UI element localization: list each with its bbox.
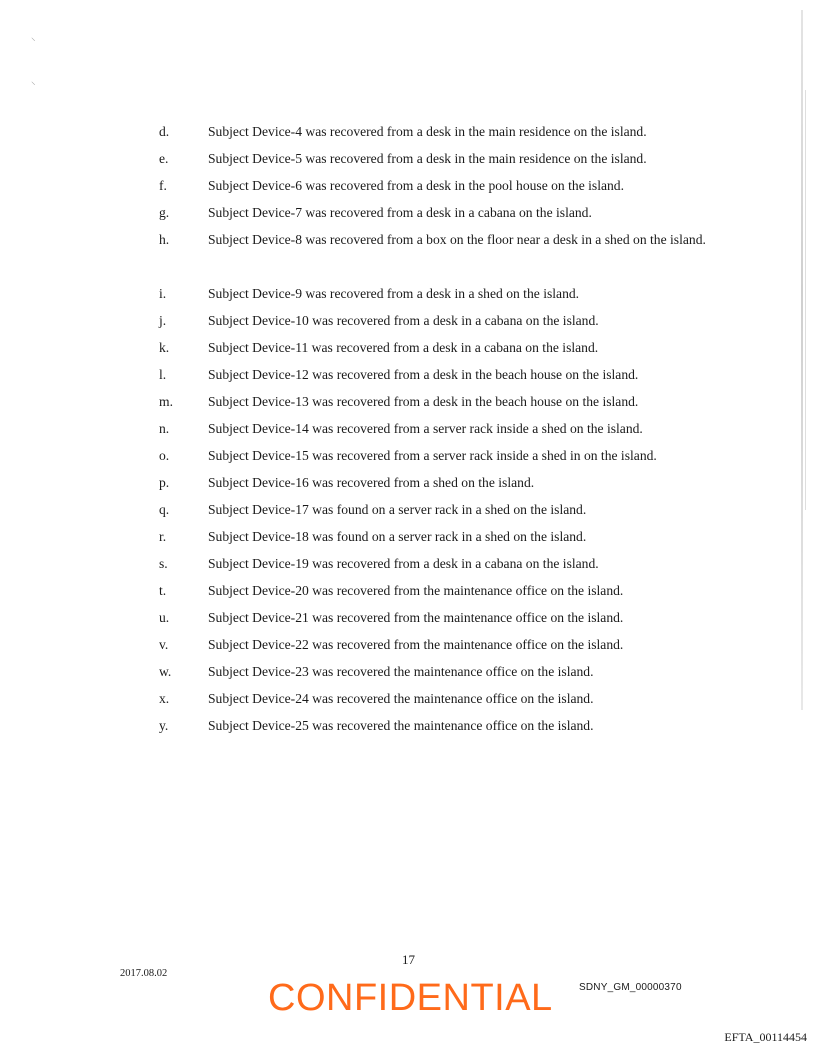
- date-stamp: 2017.08.02: [120, 968, 168, 979]
- subject-device-list: [159, 118, 779, 739]
- list-item-marker: h.: [159, 232, 170, 247]
- list-item: [159, 685, 779, 712]
- list-item-text: Subject Device-21 was recovered from the maintenance office on the island.: [208, 610, 624, 625]
- list-item: [159, 199, 779, 226]
- list-item-text: Subject Device-6 was recovered from a desk in the pool house on the island.: [208, 178, 624, 193]
- list-item-text: Subject Device-5 was recovered from a desk in the main residence on the island.: [208, 151, 647, 166]
- list-item: [159, 226, 779, 280]
- list-item: [159, 496, 779, 523]
- list-item: [159, 550, 779, 577]
- list-item-text: Subject Device-16 was recovered from a shed on the island.: [208, 475, 535, 490]
- list-item: [159, 388, 779, 415]
- list-item: [159, 118, 779, 145]
- list-item-marker: u.: [159, 610, 170, 625]
- list-item: [159, 145, 779, 172]
- list-item-marker: n.: [159, 421, 170, 436]
- list-item-marker: g.: [159, 205, 170, 220]
- list-item: [159, 658, 779, 685]
- list-item-text: Subject Device-14 was recovered from a server rack inside a shed on the island.: [208, 421, 643, 436]
- list-item-marker: q.: [159, 502, 170, 517]
- list-item-text: Subject Device-18 was found on a server rack in a shed on the island.: [208, 529, 587, 544]
- list-item-text: Subject Device-15 was recovered from a server rack inside a shed in on the island.: [208, 448, 657, 463]
- list-item: [159, 307, 779, 334]
- list-item-marker: j.: [159, 313, 167, 328]
- list-item-marker: r.: [159, 529, 167, 544]
- list-item: [159, 280, 779, 307]
- list-item-text: Subject Device-19 was recovered from a desk in a cabana on the island.: [208, 556, 599, 571]
- list-item-text: Subject Device-25 was recovered the maintenance office on the island.: [208, 718, 594, 733]
- list-item-marker: i.: [159, 286, 167, 301]
- list-item-marker: l.: [159, 367, 167, 382]
- list-item-marker: p.: [159, 475, 170, 490]
- list-item-text: Subject Device-24 was recovered the maintenance office on the island.: [208, 691, 594, 706]
- list-item-marker: w.: [159, 664, 172, 679]
- list-item-marker: s.: [159, 556, 168, 571]
- list-item-marker: m.: [159, 394, 173, 409]
- list-item: [159, 415, 779, 442]
- list-item-text: Subject Device-13 was recovered from a desk in the beach house on the island.: [208, 394, 639, 409]
- list-item: [159, 469, 779, 496]
- list-item: [159, 712, 779, 739]
- list-item-text: Subject Device-7 was recovered from a desk in a cabana on the island.: [208, 205, 592, 220]
- confidential-stamp: CONFIDENTIAL: [268, 977, 553, 1019]
- list-item-marker: v.: [159, 637, 169, 652]
- list-item: [159, 361, 779, 388]
- list-item-text: Subject Device-8 was recovered from a box on the floor near a desk in a shed on the island.: [208, 232, 706, 247]
- list-item-marker: d.: [159, 124, 170, 139]
- list-item: [159, 523, 779, 550]
- list-item: [159, 631, 779, 658]
- list-item-marker: t.: [159, 583, 167, 598]
- list-item-text: Subject Device-17 was found on a server rack in a shed on the island.: [208, 502, 587, 517]
- scan-speck: ⸌: [31, 81, 36, 91]
- list-item-text: Subject Device-20 was recovered from the maintenance office on the island.: [208, 583, 624, 598]
- list-item-text: Subject Device-10 was recovered from a desk in a cabana on the island.: [208, 313, 599, 328]
- scan-edge-line-faint: [805, 90, 806, 510]
- list-item-text: Subject Device-23 was recovered the maintenance office on the island.: [208, 664, 594, 679]
- list-item-marker: x.: [159, 691, 170, 706]
- list-item-marker: y.: [159, 718, 169, 733]
- list-item: [159, 442, 779, 469]
- list-item-marker: f.: [159, 178, 167, 193]
- list-item-text: Subject Device-12 was recovered from a desk in the beach house on the island.: [208, 367, 639, 382]
- list-item-marker: k.: [159, 340, 170, 355]
- list-item-text: Subject Device-4 was recovered from a desk in the main residence on the island.: [208, 124, 647, 139]
- scan-speck: ⸌: [31, 37, 36, 47]
- scan-edge-line: [801, 10, 803, 710]
- list-item-marker: o.: [159, 448, 170, 463]
- list-item-text: Subject Device-22 was recovered from the maintenance office on the island.: [208, 637, 624, 652]
- list-item-text: Subject Device-11 was recovered from a desk in a cabana on the island.: [208, 340, 599, 355]
- page-number: 17: [402, 952, 415, 967]
- list-item: [159, 577, 779, 604]
- list-item: [159, 334, 779, 361]
- list-item: [159, 604, 779, 631]
- efta-number: EFTA_00114454: [724, 1030, 807, 1044]
- list-item-marker: e.: [159, 151, 169, 166]
- list-item-text: Subject Device-9 was recovered from a desk in a shed on the island.: [208, 286, 580, 301]
- list-item: [159, 172, 779, 199]
- bates-number: SDNY_GM_00000370: [579, 982, 682, 993]
